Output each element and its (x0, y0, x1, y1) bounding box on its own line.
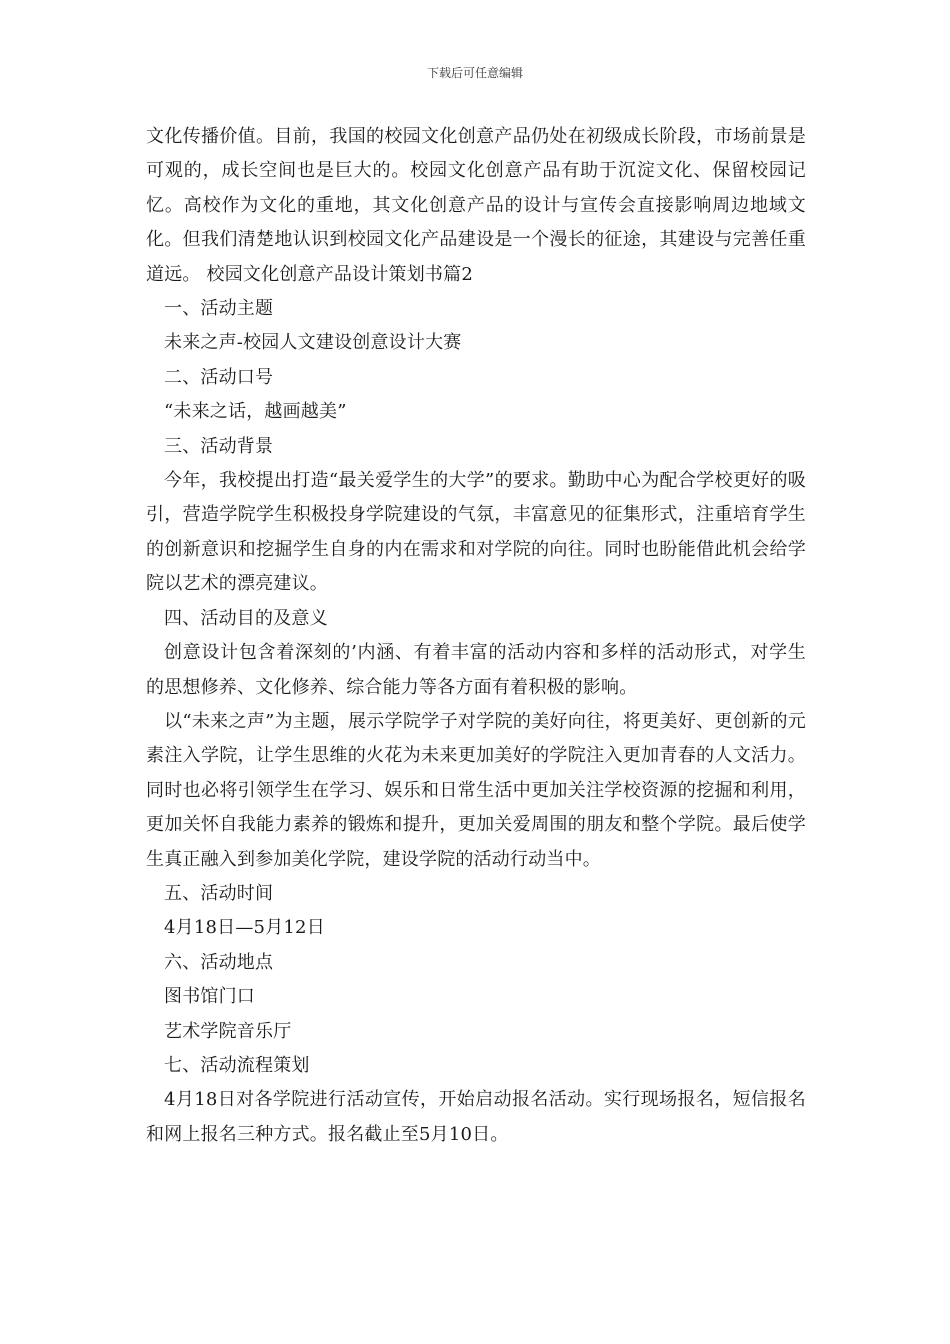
paragraph-purpose-1: 创意设计包含着深刻的’内涵、有着丰富的活动内容和多样的活动形式，对学生的思想修养、文化修养、综合能力等各方面有着积极的影响。 (146, 642, 806, 698)
paragraph-purpose-2: 以“未来之声”为主题，展示学院学子对学院的美好向往，将更美好、更创新的元素注入学院，让学生思维的火花为未来更加美好的学院注入更加青春的人文活力。同时也必将引领学生在学习、娱乐和日常生活中更加关注学校资源的挖掘和利用，更加关怀自我能力素养的锻炼和提升，更加关爱周围的朋友和整个学院。最后使学生真正融入到参加美化学院，建设学院的活动行动当中。 (146, 710, 806, 870)
heading-activity-purpose: 四、活动目的及意义 (164, 607, 328, 629)
document-body (146, 120, 806, 1152)
heading-activity-process: 七、活动流程策划 (164, 1054, 310, 1076)
paragraph-location-1: 图书馆门口 (164, 986, 255, 1008)
heading-activity-background: 三、活动背景 (164, 435, 274, 457)
paragraph-location-2: 艺术学院音乐厅 (164, 1020, 292, 1042)
heading-activity-theme: 一、活动主题 (164, 298, 274, 320)
paragraph-slogan: “未来之话，越画越美” (164, 401, 347, 423)
heading-activity-time: 五、活动时间 (164, 882, 274, 904)
paragraph-process: 4月18日对各学院进行活动宣传，开始启动报名活动。实行现场报名，短信报名和网上报名三种方式。报名截止至5月10日。 (146, 1089, 806, 1145)
heading-activity-slogan: 二、活动口号 (164, 366, 274, 388)
paragraph-intro: 文化传播价值。目前，我国的校园文化创意产品仍处在初级成长阶段，市场前景是可观的，成长空间也是巨大的。校园文化创意产品有助于沉淀文化、保留校园记忆。高校作为文化的重地，其文化创意产品的设计与宣传会直接影响周边地域文化。但我们清楚地认识到校园文化产品建设是一个漫长的征途，其建设与完善任重道远。 校园文化创意产品设计策划书篇2 (146, 126, 806, 285)
paragraph-time: 4月18日—5月12日 (164, 917, 325, 939)
paragraph-theme: 未来之声-校园人文建设创意设计大赛 (164, 332, 462, 354)
heading-activity-location: 六、活动地点 (164, 951, 274, 973)
page-header: 下载后可任意编辑 (426, 66, 523, 80)
paragraph-background: 今年，我校提出打造“最关爱学生的大学”的要求。勤助中心为配合学校更好的吸引，营造学院学生积极投身学院建设的气氛，丰富意见的征集形式，注重培育学生的创新意识和挖掘学生自身的内在需求和对学院的向往。同时也盼能借此机会给学院以艺术的漂亮建议。 (146, 470, 806, 595)
